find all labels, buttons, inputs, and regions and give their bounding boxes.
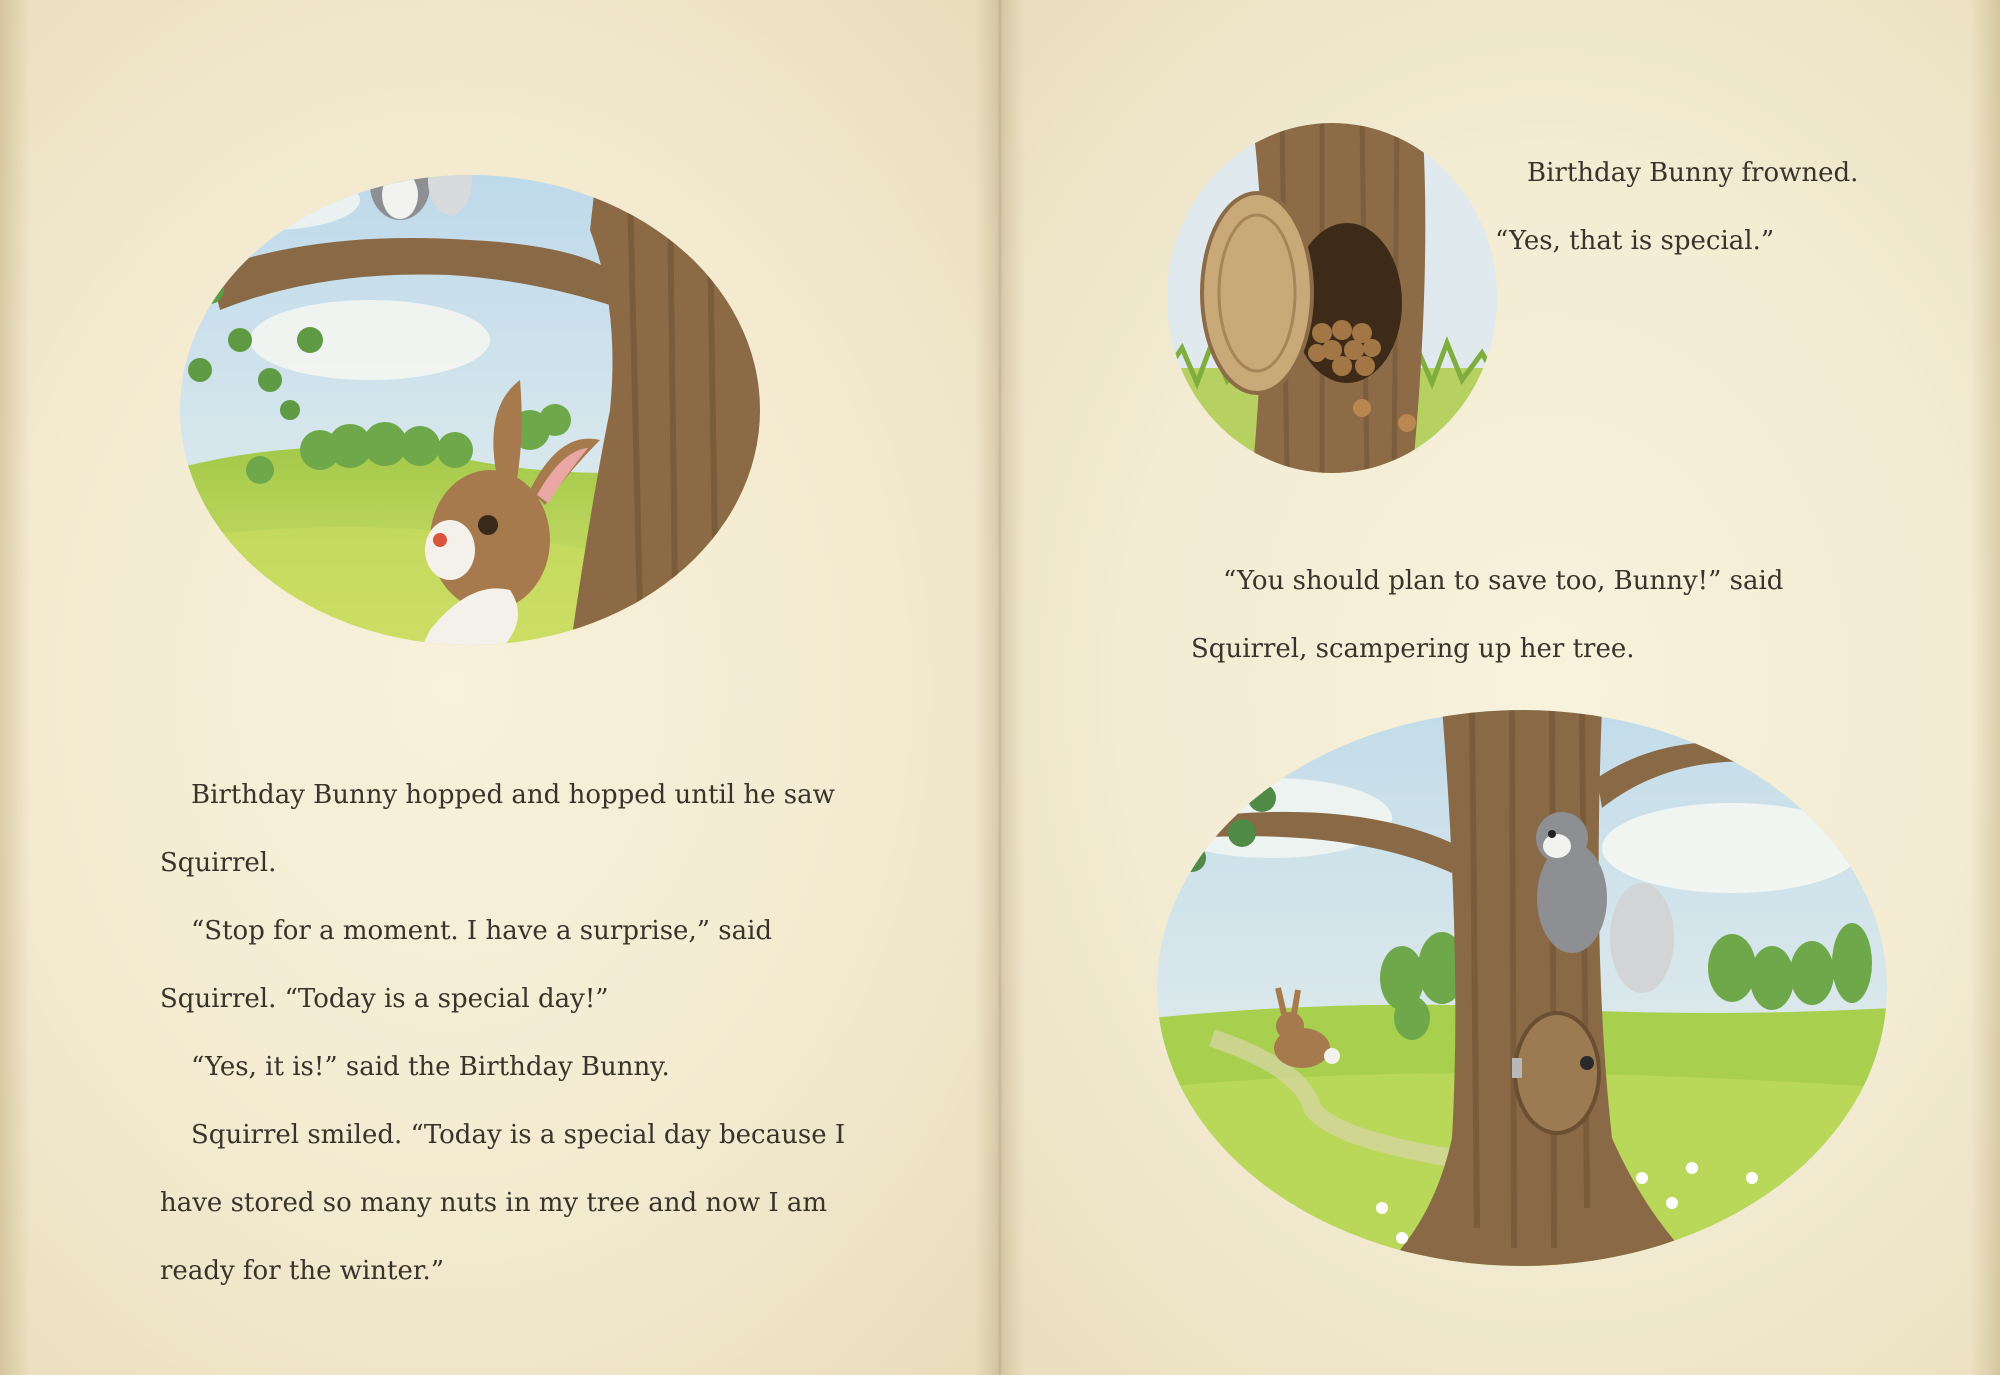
paragraph-line: have stored so many nuts in my tree and now I am (160, 1188, 828, 1218)
right-page (1000, 0, 2000, 1375)
paragraph-line: ready for the winter.” (160, 1256, 445, 1286)
paragraph-line: Birthday Bunny frowned. (1527, 158, 1859, 188)
paragraph-line: “Stop for a moment. I have a surprise,” said (191, 916, 773, 946)
book-gutter (975, 0, 1025, 1375)
paragraph-line: “You should plan to save too, Bunny!” said (1223, 566, 1784, 596)
right-page-text (1000, 0, 2000, 1375)
paragraph-line: Squirrel, scampering up her tree. (1191, 634, 1635, 664)
paragraph-line: Birthday Bunny hopped and hopped until he saw (191, 780, 835, 810)
paragraph-line: Squirrel. (160, 848, 277, 878)
paragraph-line: “Yes, it is!” said the Birthday Bunny. (191, 1052, 670, 1082)
paragraph-line: Squirrel. “Today is a special day!” (160, 984, 609, 1014)
paragraph-line: Squirrel smiled. “Today is a special day because I (191, 1120, 846, 1150)
paragraph-line: “Yes, that is special.” (1495, 226, 1775, 256)
